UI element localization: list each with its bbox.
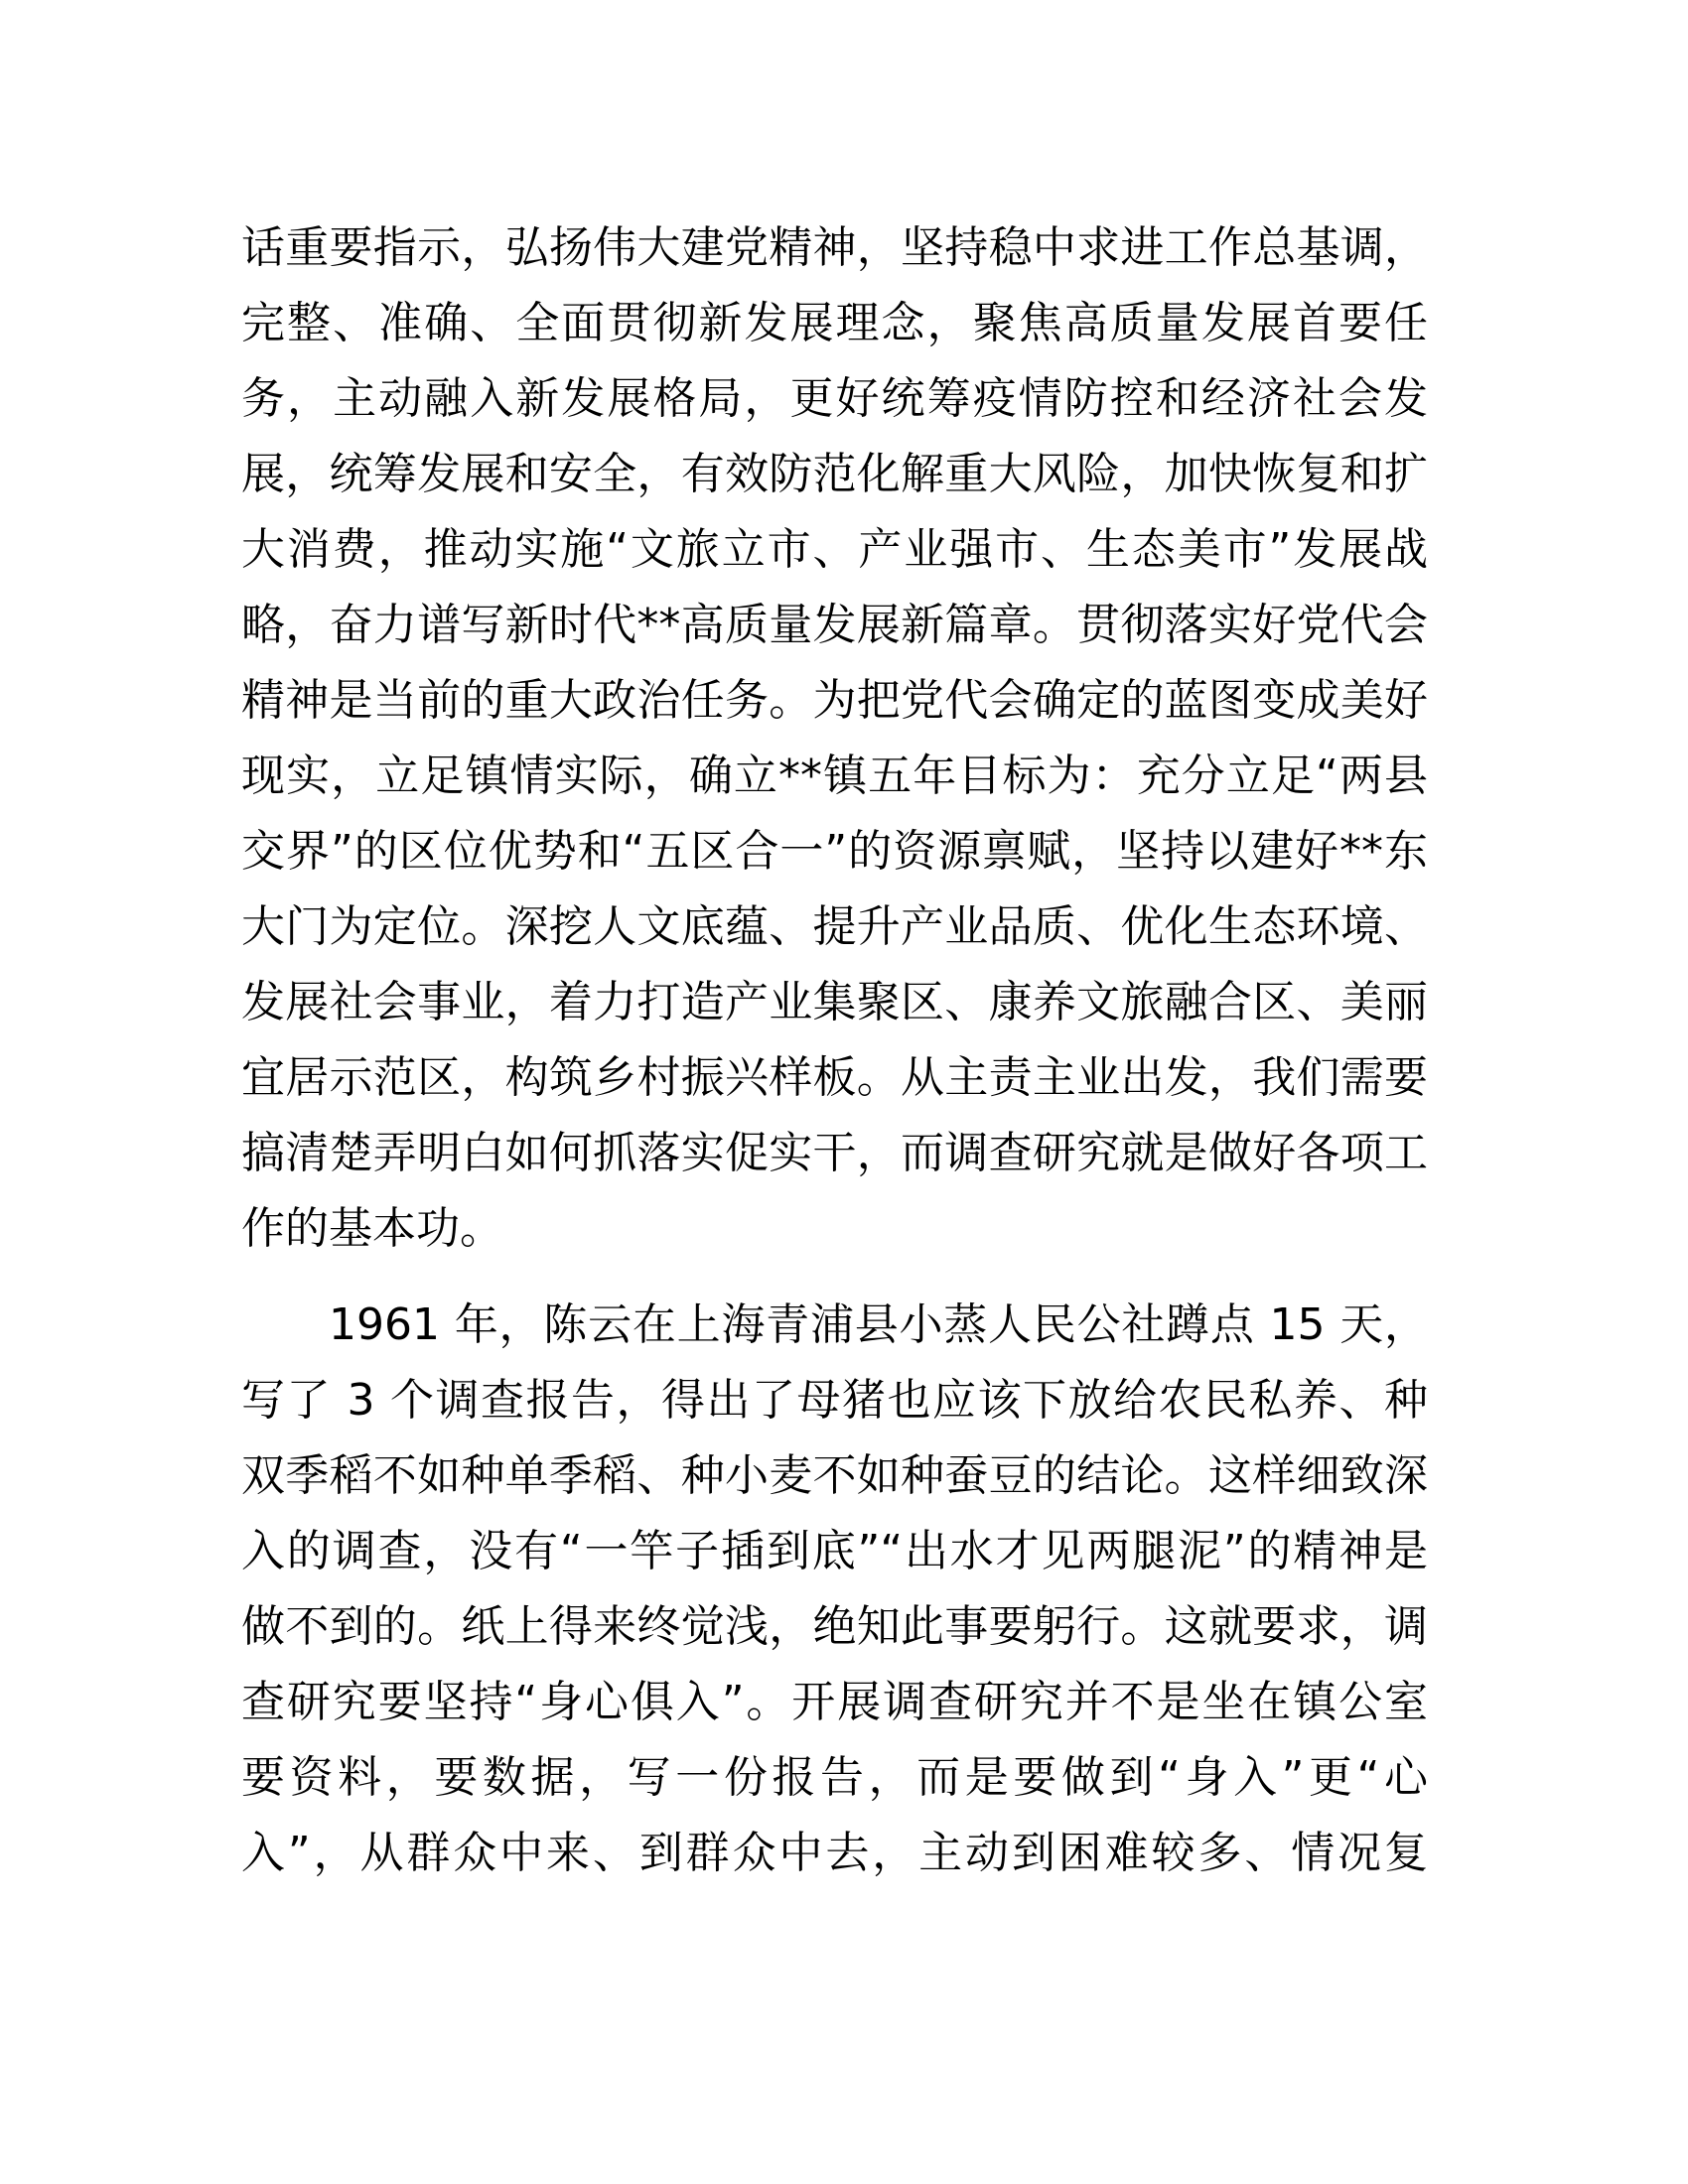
text-line: 务，主动融入新发展格局，更好统筹疫情防控和经济社会发 bbox=[241, 373, 1428, 424]
paragraph-1 bbox=[241, 210, 1428, 1267]
text-line: 完整、准确、全面贯彻新发展理念，聚焦高质量发展首要任 bbox=[241, 298, 1428, 348]
text-line: 搞清楚弄明白如何抓落实促实干，而调查研究就是做好各项工 bbox=[241, 1128, 1428, 1178]
text-line: 发展社会事业，着力打造产业集聚区、康养文旅融合区、美丽 bbox=[241, 977, 1428, 1027]
text-line: 写了 3 个调查报告，得出了母猪也应该下放给农民私养、种 bbox=[241, 1375, 1428, 1426]
text-line: 1961 年，陈云在上海青浦县小蒸人民公社蹲点 15 天， bbox=[329, 1299, 1428, 1350]
paragraph-2 bbox=[241, 1288, 1428, 1891]
text-line: 略，奋力谱写新时代**高质量发展新篇章。贯彻落实好党代会 bbox=[241, 600, 1428, 650]
text-line: 宜居示范区，构筑乡村振兴样板。从主责主业出发，我们需要 bbox=[241, 1052, 1428, 1103]
text-line: 大消费，推动实施“文旅立市、产业强市、生态美市”发展战 bbox=[241, 524, 1428, 575]
text-line: 话重要指示，弘扬伟大建党精神，坚持稳中求进工作总基调， bbox=[241, 222, 1428, 273]
text-line: 大门为定位。深挖人文底蕴、提升产业品质、优化生态环境、 bbox=[241, 901, 1428, 952]
text-line: 入”，从群众中来、到群众中去，主动到困难较多、情况复 bbox=[241, 1828, 1428, 1878]
text-line: 现实，立足镇情实际，确立**镇五年目标为：充分立足“两县 bbox=[241, 751, 1428, 801]
document-page bbox=[241, 210, 1428, 1891]
text-line: 做不到的。纸上得来终觉浅，绝知此事要躬行。这就要求，调 bbox=[241, 1601, 1428, 1652]
text-line: 双季稻不如种单季稻、种小麦不如种蚕豆的结论。这样细致深 bbox=[241, 1450, 1428, 1501]
text-line: 要资料，要数据，写一份报告，而是要做到“身入”更“心 bbox=[241, 1752, 1428, 1803]
text-line: 交界”的区位优势和“五区合一”的资源禀赋，坚持以建好**东 bbox=[241, 826, 1428, 877]
text-line: 入的调查，没有“一竿子插到底”“出水才见两腿泥”的精神是 bbox=[241, 1526, 1428, 1576]
text-line: 精神是当前的重大政治任务。为把党代会确定的蓝图变成美好 bbox=[241, 675, 1428, 726]
text-line: 展，统筹发展和安全，有效防范化解重大风险，加快恢复和扩 bbox=[241, 449, 1428, 499]
text-line: 作的基本功。 bbox=[241, 1203, 503, 1254]
text-line: 查研究要坚持“身心俱入”。开展调查研究并不是坐在镇公室 bbox=[241, 1677, 1428, 1727]
